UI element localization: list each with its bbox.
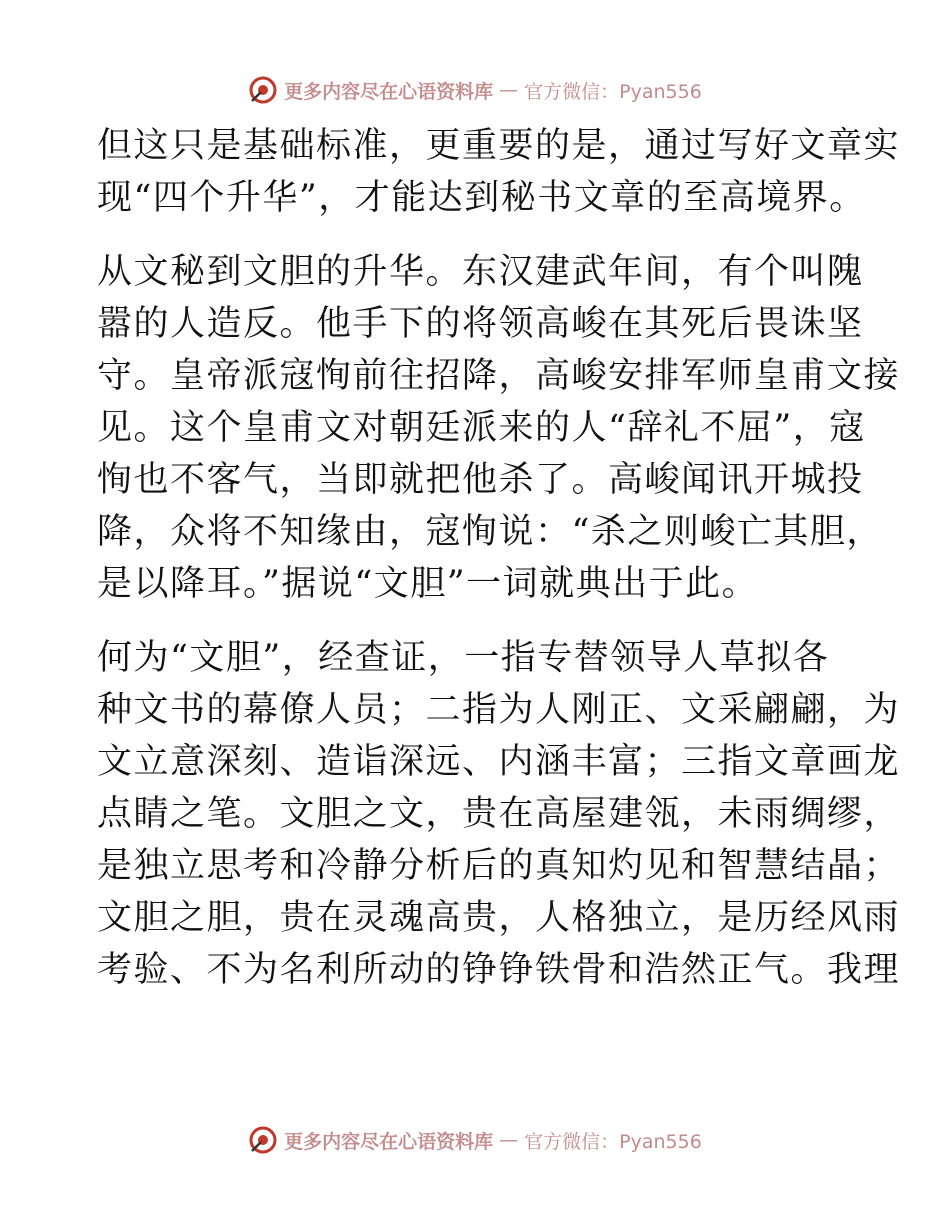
paragraph-3 [97,632,901,996]
banner-dash: — [499,79,519,101]
text-line: 文立意深刻、造诣深远、内涵丰富；三指文章画龙 [97,742,901,782]
text-line: 是独立思考和冷静分析后的真知灼见和智慧结晶； [97,846,901,886]
text-line: 现“四个升华”，才能达到秘书文章的至高境界。 [97,178,866,218]
footer-banner [0,1120,950,1160]
text-line: 是以降耳。”据说“文胆”一词就典出于此。 [97,564,759,604]
text-line: 嚣的人造反。他手下的将领高峻在其死后畏诛坚 [97,304,864,344]
header-banner [0,70,950,110]
banner-wechat-text: 官方微信：Pyan556 [524,80,702,103]
banner-wechat-text: 官方微信：Pyan556 [524,1130,702,1153]
banner-brand-text: 更多内容尽在心语资料库 [284,1130,494,1153]
text-line: 从文秘到文胆的升华。东汉建武年间，有个叫隗 [97,252,864,292]
paragraph-1 [97,120,901,224]
text-line: 文胆之胆，贵在灵魂高贵，人格独立，是历经风雨 [97,898,901,938]
text-line: 守。皇帝派寇恂前往招降，高峻安排军师皇甫文接 [97,356,901,396]
text-line: 考验、不为名利所动的铮铮铁骨和浩然正气。我理 [97,950,901,990]
text-line: 点睛之笔。文胆之文，贵在高屋建瓴，未雨绸缪， [97,794,901,834]
text-line: 但这只是基础标准，更重要的是，通过写好文章实 [97,126,901,166]
text-line: 何为“文胆”，经查证，一指专替领导人草拟各 [97,638,830,678]
banner-dash: — [499,1129,519,1151]
text-line: 降，众将不知缘由，寇恂说：“杀之则峻亡其胆， [97,512,883,552]
text-line: 恂也不客气，当即就把他杀了。高峻闻讯开城投 [97,460,864,500]
text-line: 见。这个皇甫文对朝廷派来的人“辞礼不屈”，寇 [97,408,866,448]
paragraph-2 [97,246,901,610]
logo-icon [248,75,278,105]
text-line: 种文书的幕僚人员；二指为人刚正、文采翩翩，为 [97,690,901,730]
document-body [97,120,901,1018]
banner-brand-text: 更多内容尽在心语资料库 [284,80,494,103]
logo-icon [248,1125,278,1155]
